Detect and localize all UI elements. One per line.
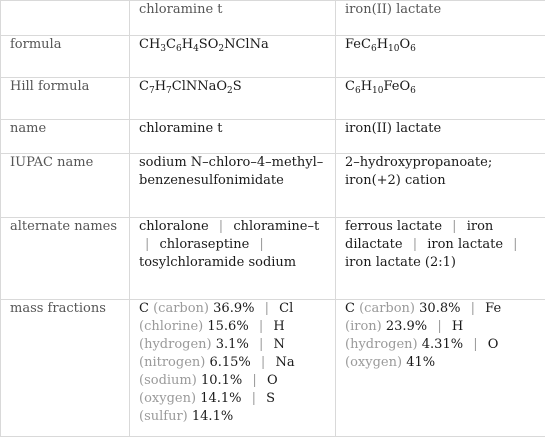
list-separator: | xyxy=(452,219,457,234)
fraction-separator: | xyxy=(260,355,266,370)
row-hill-formula xyxy=(1,78,545,120)
element-symbol: Cl xyxy=(279,301,294,316)
row-label-formula: formula xyxy=(1,36,130,78)
formula-subscript: 2 xyxy=(227,86,233,96)
formula-part: C xyxy=(345,79,355,94)
element-name: (hydrogen) xyxy=(345,337,418,352)
fraction-value: 3.1% xyxy=(215,337,249,352)
formula-part: H xyxy=(154,79,167,94)
element-symbol: Na xyxy=(275,355,295,370)
formula-subscript: 7 xyxy=(148,86,155,96)
formula-chloramine-t xyxy=(130,36,336,78)
row-name xyxy=(1,120,545,154)
list-separator: | xyxy=(513,237,518,252)
row-alternate-names xyxy=(1,218,545,300)
element-name: (chlorine) xyxy=(139,319,204,334)
row-label-mass-fractions: mass fractions xyxy=(1,300,130,437)
column-header-chloramine-t: chloramine t xyxy=(130,1,336,36)
corner-cell xyxy=(1,1,130,36)
element-name: (oxygen) xyxy=(139,391,197,406)
list-separator: | xyxy=(259,237,264,252)
element-symbol: H xyxy=(273,319,285,334)
formula-subscript: 6 xyxy=(370,44,377,54)
alternate-name: chloralone xyxy=(139,219,209,234)
formula-part: H xyxy=(376,37,389,52)
list-separator: | xyxy=(412,237,418,252)
header-row xyxy=(1,1,545,36)
fraction-separator: | xyxy=(473,337,478,352)
formula-subscript: 3 xyxy=(160,44,167,54)
formula-part: NClNa xyxy=(224,37,269,52)
formula-part: CH xyxy=(139,37,161,52)
fraction-separator: | xyxy=(251,391,257,406)
formula-iron-lactate xyxy=(336,36,545,78)
element-name: (sulfur) xyxy=(139,409,188,424)
fraction-value: 36.9% xyxy=(213,301,255,316)
alternate-name: iron lactate (2:1) xyxy=(345,255,456,270)
fraction-value: 15.6% xyxy=(207,319,249,334)
element-name: (sodium) xyxy=(139,373,197,388)
element-symbol: O xyxy=(266,373,278,388)
name-chloramine-t: chloramine t xyxy=(130,120,336,154)
alternate-names-iron-lactate xyxy=(336,218,545,300)
row-mass-fractions xyxy=(1,300,545,437)
element-name: (carbon) xyxy=(153,301,210,316)
fraction-value: 23.9% xyxy=(385,319,428,334)
formula-part: FeO xyxy=(383,79,411,94)
row-label-hill-formula: Hill formula xyxy=(1,78,130,120)
mass-fractions-chloramine-t xyxy=(130,300,336,437)
fraction-separator: | xyxy=(258,337,264,352)
alternate-name: ferrous lactate xyxy=(345,219,443,234)
formula-subscript: 6 xyxy=(175,44,182,54)
alternate-name: chloramine–t xyxy=(233,219,320,234)
formula-subscript: 6 xyxy=(410,44,416,54)
row-label-alternate-names: alternate names xyxy=(1,218,130,300)
alternate-name: iron dilactate xyxy=(345,219,494,252)
row-label-iupac-name: IUPAC name xyxy=(1,154,130,218)
fraction-separator: | xyxy=(252,373,257,388)
formula-subscript: 2 xyxy=(218,44,225,54)
element-name: (nitrogen) xyxy=(139,355,206,370)
row-iupac-name xyxy=(1,154,545,218)
hill-formula-chloramine-t xyxy=(130,78,336,120)
fraction-value: 30.8% xyxy=(419,301,461,316)
fraction-separator: | xyxy=(470,301,475,316)
formula-part: H xyxy=(181,37,194,52)
fraction-separator: | xyxy=(258,319,264,334)
element-name: (hydrogen) xyxy=(139,337,212,352)
fraction-value: 6.15% xyxy=(209,355,251,370)
formula-part: SO xyxy=(198,37,219,52)
formula-part: C xyxy=(139,79,149,94)
formula-subscript: 10 xyxy=(388,44,400,54)
element-symbol: N xyxy=(273,337,285,352)
name-iron-lactate: iron(II) lactate xyxy=(336,120,545,154)
formula-part: S xyxy=(232,79,242,94)
element-symbol: S xyxy=(266,391,276,406)
formula-part: C xyxy=(166,37,176,52)
fraction-value: 14.1% xyxy=(191,409,234,424)
formula-part: FeC xyxy=(345,37,371,52)
formula-subscript: 7 xyxy=(166,86,172,96)
fraction-value: 41% xyxy=(406,355,436,370)
fraction-value: 10.1% xyxy=(200,373,243,388)
formula-part: H xyxy=(360,79,373,94)
fraction-separator: | xyxy=(264,301,269,316)
alternate-name: tosylchloramide sodium xyxy=(139,255,297,270)
hill-formula-iron-lactate xyxy=(336,78,545,120)
list-separator: | xyxy=(145,237,150,252)
formula-subscript: 6 xyxy=(354,86,361,96)
alternate-names-chloramine-t xyxy=(130,218,336,300)
row-label-name: name xyxy=(1,120,130,154)
mass-fractions-iron-lactate xyxy=(336,300,545,437)
fraction-value: 14.1% xyxy=(200,391,242,406)
element-name: (iron) xyxy=(345,319,382,334)
column-header-iron-lactate: iron(II) lactate xyxy=(336,1,545,36)
element-symbol: O xyxy=(487,337,499,352)
element-name: (oxygen) xyxy=(345,355,403,370)
list-separator: | xyxy=(218,219,224,234)
formula-part: ClNNaO xyxy=(171,79,228,94)
row-formula xyxy=(1,36,545,78)
formula-subscript: 4 xyxy=(193,44,199,54)
element-symbol: H xyxy=(451,319,464,334)
formula-subscript: 6 xyxy=(410,86,416,96)
formula-subscript: 10 xyxy=(372,86,384,96)
alternate-name: iron lactate xyxy=(427,237,504,252)
iupac-name-iron-lactate: 2–hydroxypropanoate; iron(+2) cation xyxy=(336,154,545,218)
fraction-separator: | xyxy=(437,319,442,334)
formula-part: O xyxy=(399,37,411,52)
fraction-value: 4.31% xyxy=(421,337,464,352)
iupac-name-chloramine-t: sodium N–chloro–4–methyl–benzenesulfonimidate xyxy=(130,154,336,218)
alternate-name: chloraseptine xyxy=(159,237,250,252)
element-symbol: Fe xyxy=(485,301,502,316)
element-symbol: C xyxy=(139,301,149,316)
element-name: (carbon) xyxy=(359,301,416,316)
element-symbol: C xyxy=(345,301,355,316)
